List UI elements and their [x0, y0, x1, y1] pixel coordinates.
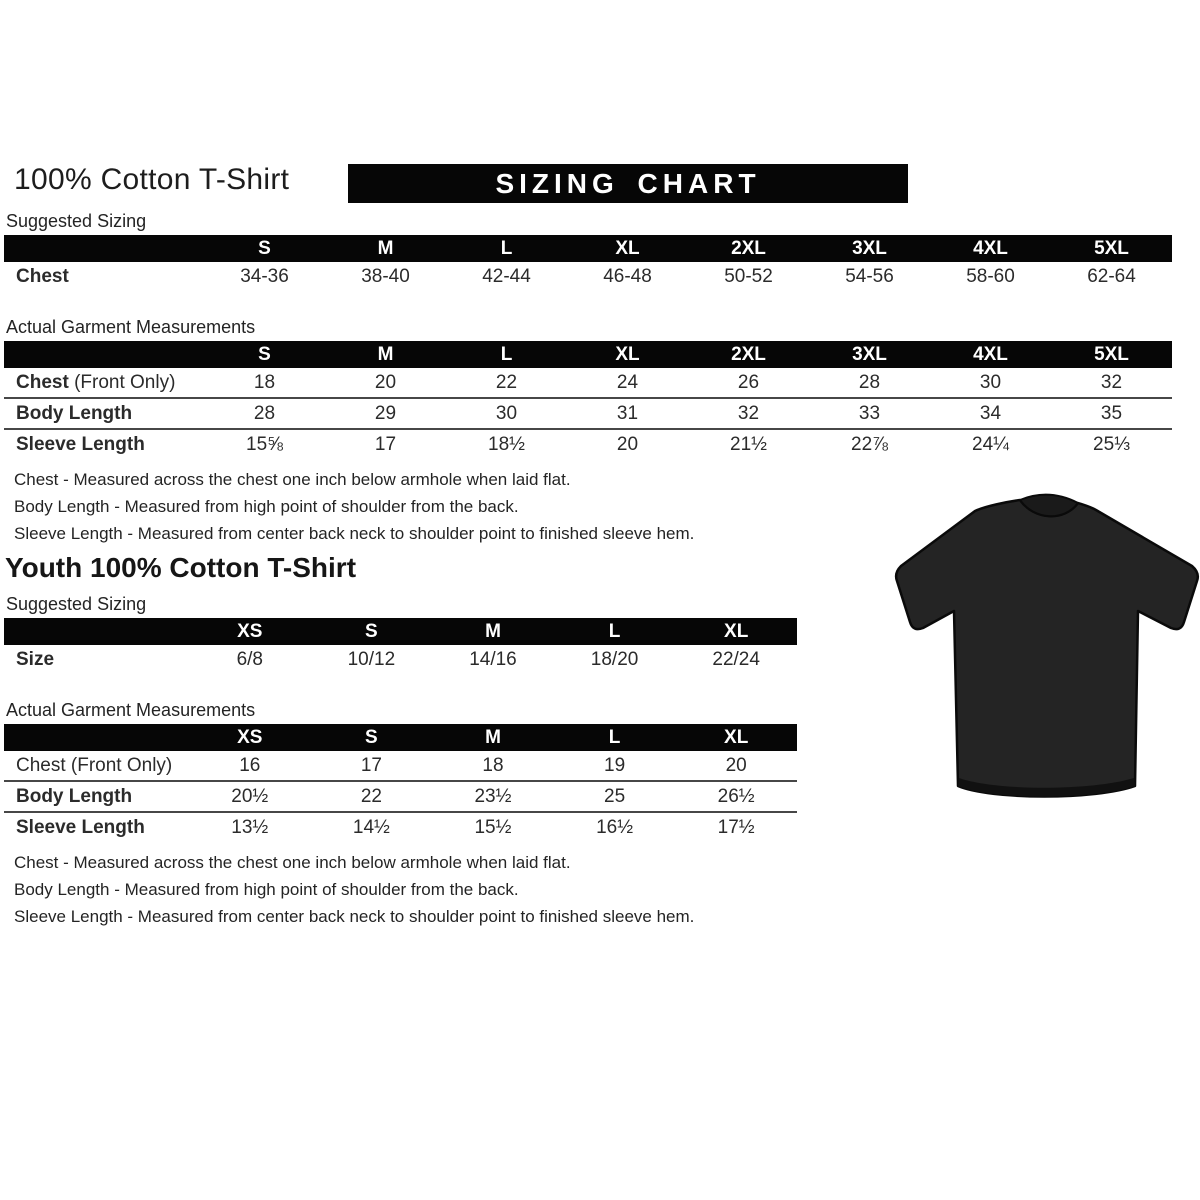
table-header-row: [4, 341, 1172, 368]
value-cell: 24¼: [972, 433, 1009, 455]
value-cell: 33: [858, 402, 881, 424]
value-cell: 20: [374, 371, 397, 393]
product-title: 100% Cotton T-Shirt: [14, 163, 290, 196]
youth-suggested-table: [4, 618, 797, 674]
value-cell: 25: [604, 785, 626, 807]
table-row: [4, 813, 797, 842]
adult-suggested-table: [4, 235, 1172, 291]
column-header-cell: M: [485, 620, 501, 642]
black-tshirt-photo: [886, 486, 1200, 808]
column-header-cell: M: [377, 343, 394, 365]
table-row: [4, 368, 1172, 399]
value-cell: 18: [482, 754, 504, 776]
value-cell: 58-60: [966, 265, 1015, 287]
value-cell: 22/24: [712, 648, 760, 670]
table-header-row: [4, 724, 797, 751]
column-header-cell: XS: [237, 726, 263, 748]
column-header-cell: L: [500, 237, 513, 259]
row-label: [4, 434, 204, 456]
row-label: [4, 372, 204, 394]
column-header-cell: L: [608, 620, 621, 642]
row-label-text: Sleeve Length: [16, 816, 145, 838]
note-item: Sleeve Length - Measured from center back neck to shoulder point to finished sleeve hem.: [14, 907, 695, 926]
value-cell: 28: [858, 371, 881, 393]
value-cell: 15⅝: [246, 433, 283, 455]
value-cell: 15½: [474, 816, 512, 838]
adult-actual-table: [4, 341, 1172, 459]
note-item: Body Length - Measured from high point of shoulder from the back.: [14, 880, 519, 899]
table-row: [4, 751, 797, 782]
adult-actual-measurements-label: Actual Garment Measurements: [6, 317, 256, 337]
value-cell: 62-64: [1087, 265, 1136, 287]
value-cell: 22⅞: [851, 433, 888, 455]
column-header-cell: XL: [615, 237, 640, 259]
value-cell: 22: [495, 371, 518, 393]
row-label-text: Chest: [16, 265, 69, 287]
row-label: [4, 786, 189, 808]
youth-actual-measurements-label: Actual Garment Measurements: [6, 700, 256, 720]
column-header-cell: 2XL: [731, 343, 766, 365]
value-cell: 16: [239, 754, 261, 776]
value-cell: 20: [725, 754, 747, 776]
column-header-cell: L: [500, 343, 513, 365]
table-row: [4, 430, 1172, 459]
value-cell: 17½: [717, 816, 755, 838]
column-header-cell: 5XL: [1094, 237, 1129, 259]
value-cell: 14/16: [469, 648, 517, 670]
value-cell: 28: [253, 402, 276, 424]
value-cell: 29: [374, 402, 397, 424]
column-header-cell: 4XL: [973, 343, 1008, 365]
column-header-cell: XL: [724, 620, 749, 642]
table-row: [4, 262, 1172, 291]
row-label-text: Body Length: [16, 785, 133, 807]
table-header-row: [4, 235, 1172, 262]
column-header-cell: M: [485, 726, 501, 748]
value-cell: 16½: [596, 816, 634, 838]
column-header-cell: 2XL: [731, 237, 766, 259]
row-label-text: Size: [16, 648, 55, 670]
column-header-cell: 3XL: [852, 343, 887, 365]
value-cell: 31: [616, 402, 639, 424]
column-header-cell: 5XL: [1094, 343, 1129, 365]
row-label: [4, 755, 189, 777]
value-cell: 26: [737, 371, 760, 393]
value-cell: 18½: [488, 433, 525, 455]
sizing-chart-banner: SIZING CHART: [348, 164, 908, 203]
value-cell: 35: [1100, 402, 1123, 424]
value-cell: 30: [495, 402, 518, 424]
value-cell: 20½: [231, 785, 269, 807]
youth-title: Youth 100% Cotton T-Shirt: [5, 552, 357, 583]
table-row: [4, 645, 797, 674]
value-cell: 24: [616, 371, 639, 393]
value-cell: 17: [374, 433, 397, 455]
value-cell: 32: [1100, 371, 1123, 393]
value-cell: 19: [604, 754, 626, 776]
column-header-cell: XS: [237, 620, 263, 642]
row-label-text: Body Length: [16, 402, 133, 424]
value-cell: 26½: [717, 785, 755, 807]
column-header-cell: S: [258, 343, 271, 365]
row-label-text: Chest: [16, 371, 69, 393]
value-cell: 22: [360, 785, 382, 807]
table-header-row: [4, 618, 797, 645]
column-header-cell: 4XL: [973, 237, 1008, 259]
value-cell: 32: [737, 402, 760, 424]
value-cell: 14½: [352, 816, 390, 838]
value-cell: 38-40: [361, 265, 410, 287]
column-header-cell: L: [608, 726, 621, 748]
value-cell: 23½: [474, 785, 512, 807]
note-item: Body Length - Measured from high point of shoulder from the back.: [14, 497, 519, 516]
column-header-cell: M: [377, 237, 394, 259]
note-item: Chest - Measured across the chest one inch below armhole when laid flat.: [14, 470, 571, 489]
value-cell: 46-48: [603, 265, 652, 287]
youth-actual-table: [4, 724, 797, 842]
value-cell: 20: [616, 433, 639, 455]
value-cell: 6/8: [236, 648, 263, 670]
row-label-suffix: (Front Only): [68, 371, 176, 393]
value-cell: 34: [979, 402, 1002, 424]
note-item: Chest - Measured across the chest one inch below armhole when laid flat.: [14, 853, 571, 872]
row-label: [4, 649, 189, 671]
value-cell: 10/12: [347, 648, 396, 670]
value-cell: 34-36: [240, 265, 289, 287]
column-header-cell: S: [365, 620, 378, 642]
youth-measurement-notes: [0, 854, 1200, 925]
value-cell: 21½: [730, 433, 767, 455]
column-header-cell: S: [258, 237, 271, 259]
row-label: [4, 403, 204, 425]
youth-suggested-sizing-label: Suggested Sizing: [6, 594, 147, 614]
value-cell: 30: [979, 371, 1002, 393]
header-row: [0, 161, 1200, 207]
column-header-cell: S: [365, 726, 378, 748]
value-cell: 17: [360, 754, 382, 776]
value-cell: 18/20: [590, 648, 639, 670]
column-header-cell: XL: [615, 343, 640, 365]
column-header-cell: XL: [724, 726, 749, 748]
table-row: [4, 782, 797, 813]
row-label: [4, 817, 189, 839]
value-cell: 18: [253, 371, 276, 393]
table-row: [4, 399, 1172, 430]
column-header-cell: 3XL: [852, 237, 887, 259]
note-item: Sleeve Length - Measured from center back neck to shoulder point to finished sleeve hem.: [14, 524, 695, 543]
value-cell: 50-52: [724, 265, 773, 287]
value-cell: 25⅓: [1093, 433, 1130, 455]
adult-suggested-sizing-label: Suggested Sizing: [6, 211, 147, 231]
value-cell: 13½: [231, 816, 269, 838]
row-label-text: Sleeve Length: [16, 433, 145, 455]
value-cell: 42-44: [482, 265, 531, 287]
value-cell: 54-56: [845, 265, 894, 287]
row-label: [4, 266, 204, 288]
row-label-text: Chest (Front Only): [16, 754, 173, 776]
